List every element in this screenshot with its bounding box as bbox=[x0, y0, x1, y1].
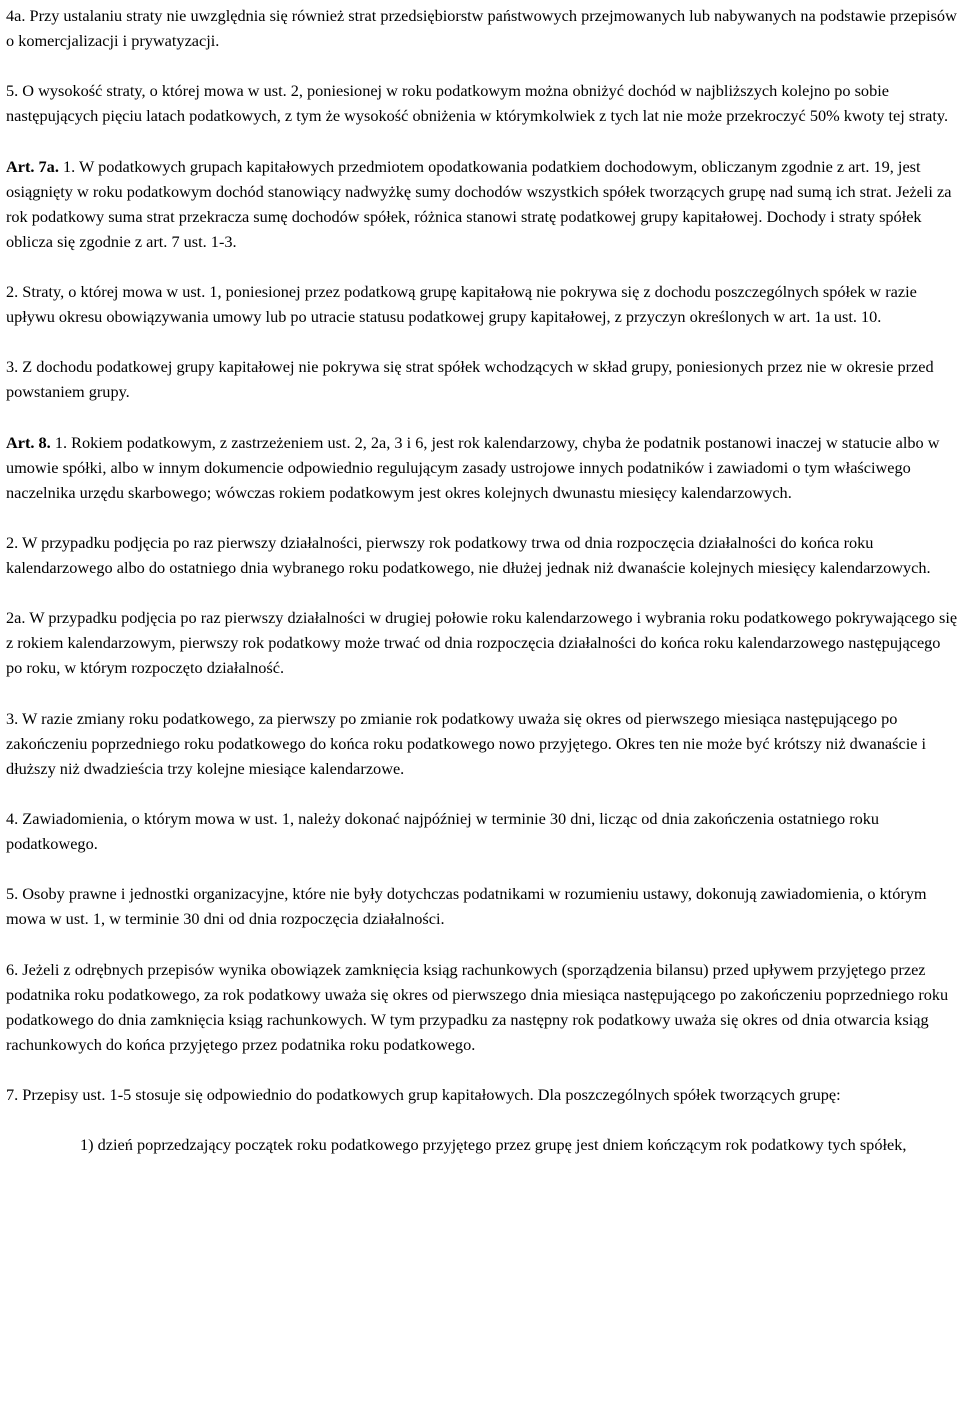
paragraph-art8-3: 3. W razie zmiany roku podatkowego, za pierwszy po zmianie rok podatkowy uważa się okres od pierwszego miesiąca następującego po zakończeniu poprzedniego roku podatkowego do końca roku podatkowego nowo przyjętego. Okres ten nie może być krótszy niż dwanaście i dłuższy niż dwadzieścia trzy kolejne miesiące kalendarzowe. bbox=[6, 708, 927, 778]
paragraph-art8-2: 2. W przypadku podjęcia po raz pierwszy działalności, pierwszy rok podatkowy trwa od dnia rozpoczęcia działalności do końca roku kalendarzowego albo do ostatniego dnia wybranego roku podatkowego, nie dłużej jednak niż dwanaście kolejnych miesięcy kalendarzowych. bbox=[6, 532, 931, 578]
paragraph-5: 5. O wysokość straty, o której mowa w ust. 2, poniesionej w roku podatkowym można obniżyć dochód w najbliższych kolejno po sobie następujących pięciu latach podatkowych, z tym że wysokość obniżenia w którymkolwiek z tych lat nie może przekroczyć 50% kwoty tej straty. bbox=[6, 81, 949, 126]
paragraph-art8-5: 5. Osoby prawne i jednostki organizacyjne, które nie były dotychczas podatnikami w rozumieniu ustawy, dokonują zawiadomienia, o którym mowa w ust. 1, w terminie 30 dni od dnia rozpoczęcia działalności. bbox=[6, 884, 927, 929]
paragraph-art8-4: 4. Zawiadomienia, o którym mowa w ust. 1, należy dokonać najpóźniej w terminie 30 dni, licząc od dnia zakończenia ostatniego roku podatkowego. bbox=[6, 809, 880, 854]
article-heading: Art. 7a. bbox=[6, 156, 59, 176]
paragraph-4a: 4a. Przy ustalaniu straty nie uwzględnia się również strat przedsiębiorstw państwowych przejmowanych lub nabywanych na podstawie przepisów o komercjalizacji i prywatyzacji. bbox=[6, 6, 957, 51]
paragraph-art8-2a: 2a. W przypadku podjęcia po raz pierwszy działalności w drugiej połowie roku kalendarzowego i wybrania roku podatkowego pokrywającego się z rokiem kalendarzowym, pierwszy rok podatkowy może trwać od dnia rozpoczęcia działalności do końca roku kalendarzowego następującego po roku, w którym rozpoczęto działalność. bbox=[6, 608, 958, 678]
list-item: 1) dzień poprzedzający początek roku podatkowego przyjętego przez grupę jest dniem kończącym rok podatkowy tych spółek, bbox=[80, 1135, 907, 1155]
document-page bbox=[6, 3, 960, 1157]
paragraph-art8-1 bbox=[6, 430, 960, 505]
article-heading: Art. 8. bbox=[6, 432, 51, 452]
paragraph-art7a-2: 2. Straty, o której mowa w ust. 1, poniesionej przez podatkową grupę kapitałową nie pokrywa się z dochodu poszczególnych spółek w razie upływu okresu obowiązywania umowy lub po utracie statusu podatkowej grupy kapitałowej, z przyczyn określonych w art. 1a ust. 10. bbox=[6, 282, 917, 327]
paragraph-art7a-3: 3. Z dochodu podatkowej grupy kapitałowej nie pokrywa się strat spółek wchodzących w skład grupy, poniesionych przez nie w okresie przed powstaniem grupy. bbox=[6, 357, 934, 402]
paragraph-text: 1. Rokiem podatkowym, z zastrzeżeniem ust. 2, 2a, 3 i 6, jest rok kalendarzowy, chyba że podatnik postanowi inaczej w statucie albo w umowie spółki, albo w innym dokumencie odpowiednio regulującym zasady ustrojowe innych podatników i zawiadomi o tym właściwego naczelnika urzędu skarbowego; wówczas rokiem podatkowym jest okres kolejnych dwunastu miesięcy kalendarzowych. bbox=[6, 432, 940, 502]
paragraph-art8-7: 7. Przepisy ust. 1-5 stosuje się odpowiednio do podatkowych grup kapitałowych. Dla poszczególnych spółek tworzących grupę: bbox=[6, 1085, 841, 1105]
paragraph-art7a-1 bbox=[6, 154, 960, 254]
paragraph-text: 1. W podatkowych grupach kapitałowych przedmiotem opodatkowania podatkiem dochodowym, obliczanym zgodnie z art. 19, jest osiągnięty w roku podatkowym dochód stanowiący nadwyżkę sumy dochodów wszystkich spółek tworzących grupę nad sumą ich strat. Jeżeli za rok podatkowy suma strat przekracza sumę dochodów spółek, różnica stanowi stratę podatkowej grupy kapitałowej. Dochody i straty spółek oblicza się zgodnie z art. 7 ust. 1-3. bbox=[6, 156, 952, 251]
paragraph-art8-6: 6. Jeżeli z odrębnych przepisów wynika obowiązek zamknięcia ksiąg rachunkowych (sporządzenia bilansu) przed upływem przyjętego przez podatnika roku podatkowego, za rok podatkowy uważa się okres od pierwszego dnia miesiąca następującego po zakończeniu poprzedniego roku podatkowego do dnia zamknięcia ksiąg rachunkowych. W tym przypadku za następny rok podatkowy uważa się okres od dnia otwarcia ksiąg rachunkowych do końca przyjętego przez podatnika roku podatkowego. bbox=[6, 959, 949, 1054]
